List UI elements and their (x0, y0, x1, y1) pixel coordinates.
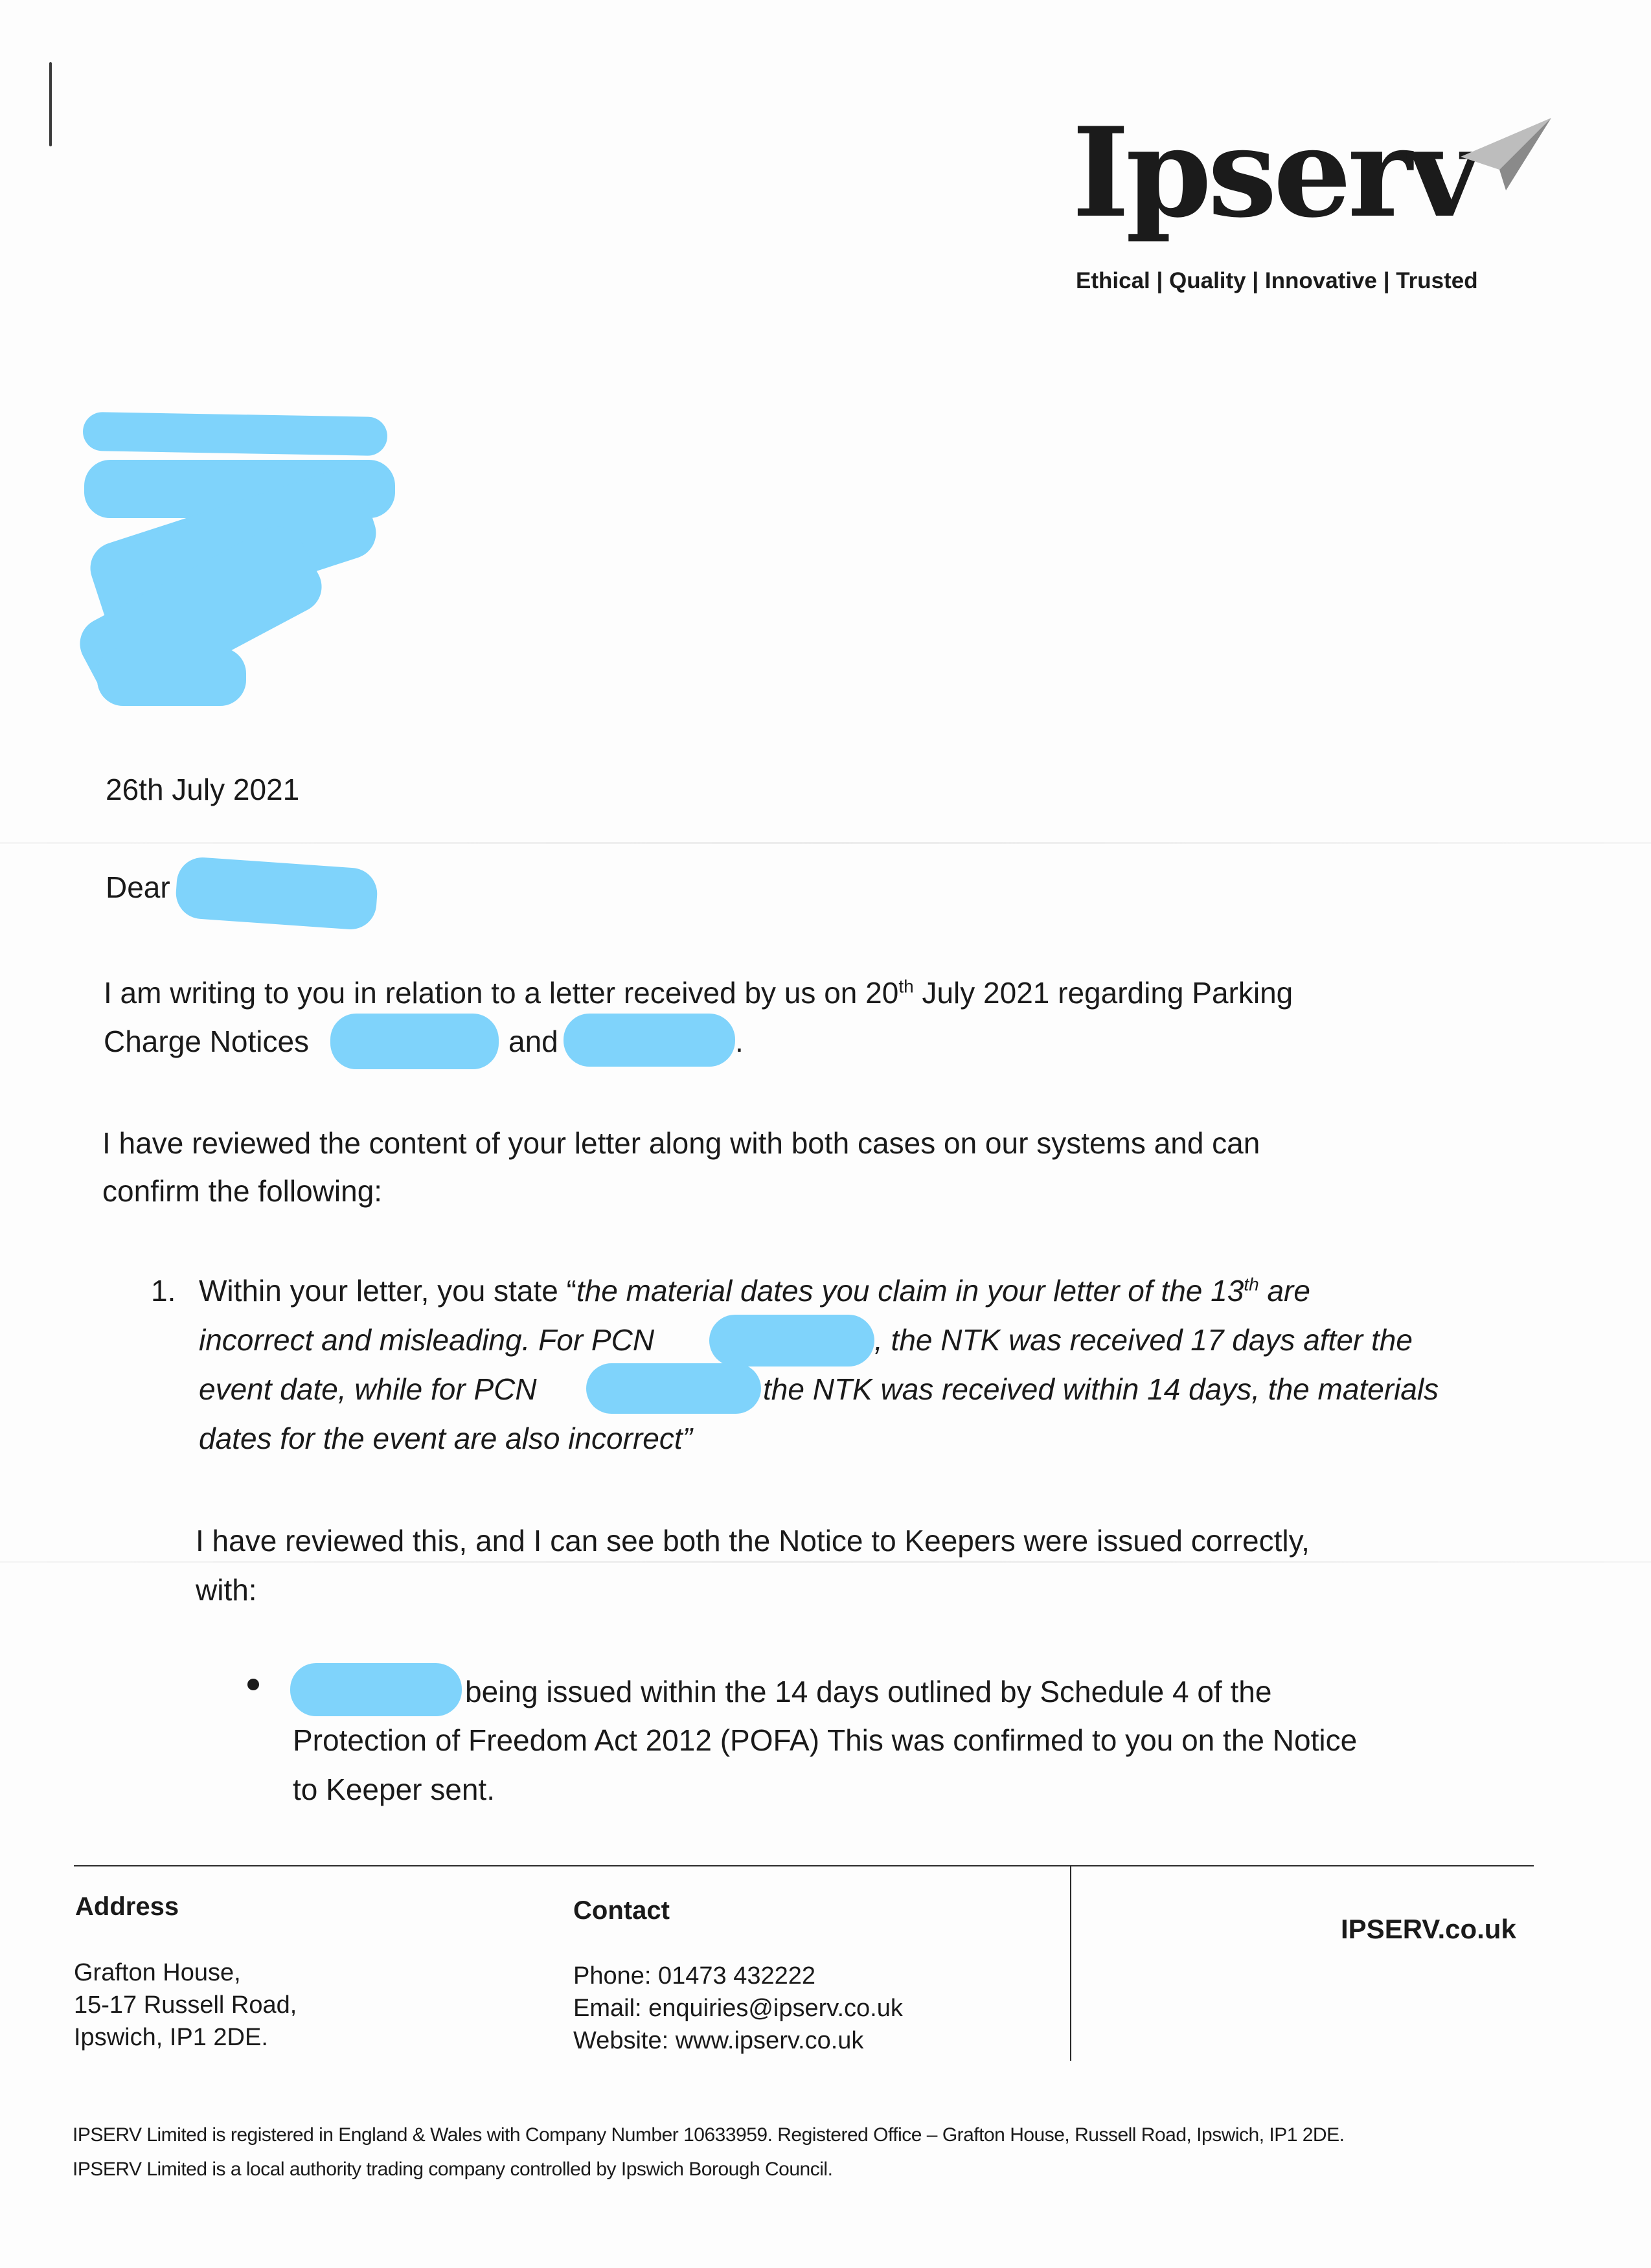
redacted-pcn-number (330, 1014, 499, 1069)
footer-legal-line2: IPSERV Limited is a local authority trading company controlled by Ipswich Borough Council. (73, 2159, 833, 2180)
footer-address-line: Grafton House, (74, 1959, 241, 1986)
para1-period: . (735, 1025, 744, 1058)
paper-fold-line (0, 842, 1651, 844)
para2-line1: I have reviewed the content of your letter along with both cases on our systems and can (102, 1126, 1260, 1160)
scan-edge-mark (49, 62, 52, 146)
footer-contact-heading: Contact (573, 1896, 670, 1925)
redacted-pcn-number (564, 1014, 735, 1067)
item1-number: 1. (151, 1274, 176, 1308)
footer-website: Website: www.ipserv.co.uk (573, 2027, 864, 2054)
item1-line1: Within your letter, you state “the material dates you claim in your letter of the 13th are (199, 1274, 1310, 1308)
bullet1-line2: Protection of Freedom Act 2012 (POFA) This was confirmed to you on the Notice (293, 1723, 1358, 1757)
item1-line3a: event date, while for PCN (199, 1372, 537, 1406)
item1-line3b: the NTK was received within 14 days, the materials (763, 1372, 1439, 1406)
redacted-pcn-number (709, 1315, 874, 1366)
paper-plane-icon (1461, 118, 1551, 196)
footer-address-line: 15-17 Russell Road, (74, 1991, 297, 2019)
para1-line2: Charge Notices (104, 1025, 310, 1058)
bullet1-line3: to Keeper sent. (293, 1773, 495, 1806)
para2-line2: confirm the following: (102, 1174, 383, 1208)
footer-column-divider (1070, 1866, 1071, 2061)
footer-email: Email: enquiries@ipserv.co.uk (573, 1995, 903, 2022)
footer-address-line: Ipswich, IP1 2DE. (74, 2024, 268, 2051)
logo-tagline: Ethical | Quality | Innovative | Trusted (1076, 268, 1478, 293)
item1-line2b: , the NTK was received 17 days after the (874, 1323, 1413, 1357)
para1-line1: I am writing to you in relation to a letter received by us on 20th July 2021 regarding Parking (104, 976, 1293, 1010)
paper-fold-line (0, 1561, 1651, 1563)
footer-address-heading: Address (75, 1892, 179, 1921)
footer-website-label: IPSERV.co.uk (1341, 1914, 1516, 1944)
bullet-point (247, 1679, 259, 1690)
footer-divider (74, 1865, 1534, 1866)
redacted-pcn-number (586, 1363, 761, 1414)
salutation: Dear (106, 870, 170, 904)
item1-line2a: incorrect and misleading. For PCN (199, 1323, 655, 1357)
review-line1: I have reviewed this, and I can see both the Notice to Keepers were issued correctly, (196, 1524, 1310, 1558)
logo-wordmark: Ipserv (1072, 100, 1477, 245)
footer-phone: Phone: 01473 432222 (573, 1962, 816, 1990)
ipserv-logo (1072, 100, 1551, 306)
footer-legal-line1: IPSERV Limited is registered in England & Wales with Company Number 10633959. Registered Office – Grafton House, Russell Road, Ipswich, IP1 2DE. (73, 2124, 1345, 2146)
review-line2: with: (196, 1573, 257, 1607)
redacted-pcn-number (290, 1663, 462, 1716)
redacted-recipient-name (174, 856, 379, 931)
item1-line4: dates for the event are also incorrect” (199, 1422, 692, 1455)
para1-and: and (508, 1025, 558, 1058)
letter-date: 26th July 2021 (106, 773, 300, 806)
bullet1-line1: being issued within the 14 days outlined by Schedule 4 of the (465, 1675, 1272, 1708)
